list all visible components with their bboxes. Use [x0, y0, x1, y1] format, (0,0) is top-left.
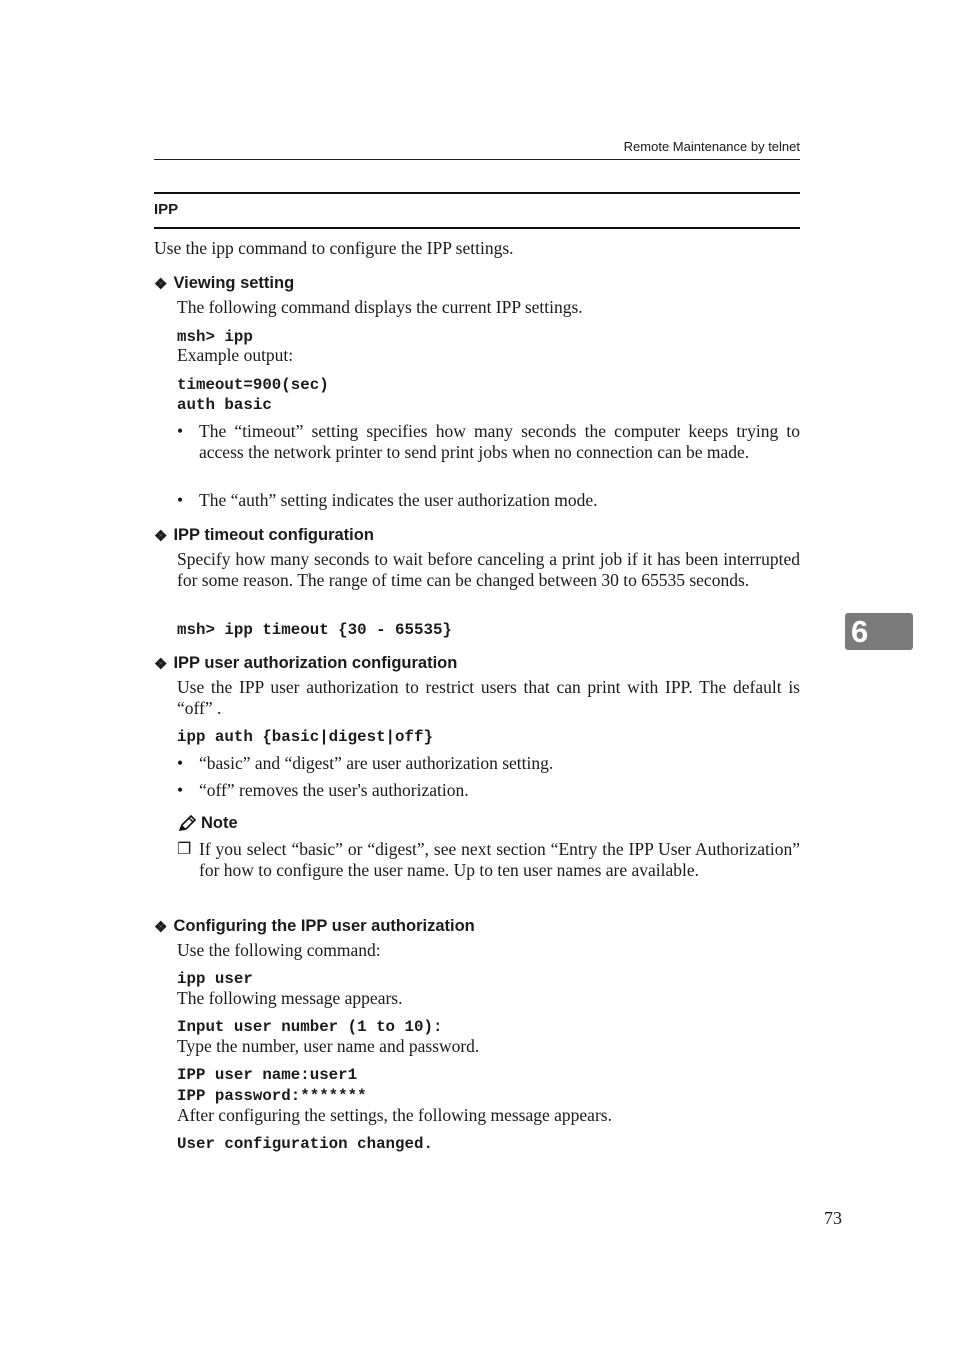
running-head: Remote Maintenance by telnet — [623, 139, 800, 154]
checkbox-icon: ❐ — [177, 841, 192, 858]
subheading-configuring — [154, 917, 475, 936]
subheading-auth — [154, 654, 457, 673]
page-number: 73 — [824, 1208, 842, 1228]
diamond-bullet-icon: ❖ — [154, 655, 168, 673]
pencil-icon — [177, 815, 197, 833]
diamond-bullet-icon: ❖ — [154, 275, 168, 293]
list-item: • “basic” and “digest” are user authorization setting. — [177, 753, 554, 773]
section-title: IPP — [154, 201, 179, 218]
entry-line: IPP password:******* — [177, 1087, 367, 1105]
diamond-bullet-icon: ❖ — [154, 527, 168, 545]
viewing-command: msh> ipp — [177, 328, 253, 346]
section-rule-bottom — [154, 227, 800, 229]
header-rule — [154, 159, 800, 160]
bullet-dot-icon: • — [177, 490, 184, 510]
bullet-dot-icon: • — [177, 753, 184, 773]
subheading-timeout — [154, 526, 374, 545]
subheading-label: Viewing setting — [173, 274, 295, 292]
output-line: auth basic — [177, 396, 272, 414]
example-label: Example output: — [177, 345, 294, 365]
bullet-dot-icon: • — [177, 780, 184, 800]
configuring-text: Type the number, user name and password. — [177, 1036, 480, 1056]
timeout-command: msh> ipp timeout {30 - 65535} — [177, 621, 452, 639]
subheading-label: Configuring the IPP user authorization — [173, 917, 475, 935]
chapter-number: 6 — [851, 614, 869, 649]
list-item: • “off” removes the user's authorization. — [177, 780, 469, 800]
viewing-text: The following command displays the current IPP settings. — [177, 297, 583, 317]
configuring-text: Use the following command: — [177, 940, 381, 960]
entry-line: IPP user name:user1 — [177, 1066, 358, 1084]
diamond-bullet-icon: ❖ — [154, 918, 168, 936]
result-line: User configuration changed. — [177, 1135, 433, 1153]
configuring-text: After configuring the settings, the following message appears. — [177, 1105, 612, 1125]
subheading-label: IPP user authorization configuration — [173, 654, 458, 672]
auth-text: Use the IPP user authorization to restrict users that can print with IPP. The default is “off” . — [177, 677, 800, 718]
subheading-viewing — [154, 274, 294, 293]
subheading-label: IPP timeout configuration — [173, 526, 374, 544]
list-item: • The “timeout” setting specifies how many seconds the computer keeps trying to access the network printer to send print jobs when no connection can be made. — [177, 421, 800, 462]
note-heading — [177, 814, 238, 833]
list-item: • The “auth” setting indicates the user authorization mode. — [177, 490, 598, 510]
output-line: timeout=900(sec) — [177, 376, 329, 394]
timeout-text: Specify how many seconds to wait before canceling a print job if it has been interrupted for some reason. The range of time can be changed between 30 to 65535 seconds. — [177, 549, 800, 590]
note-item: ❐ If you select “basic” or “digest”, see next section “Entry the IPP User Authorization” for how to configure the user name. Up to ten user names are available. — [177, 839, 800, 880]
chapter-tab — [845, 613, 913, 650]
configuring-prompt: Input user number (1 to 10): — [177, 1018, 443, 1036]
bullet-dot-icon: • — [177, 421, 184, 441]
auth-command: ipp auth {basic|digest|off} — [177, 728, 433, 746]
configuring-command: ipp user — [177, 970, 253, 988]
intro-text: Use the ipp command to configure the IPP settings. — [154, 238, 514, 258]
configuring-text: The following message appears. — [177, 988, 403, 1008]
note-label: Note — [201, 814, 238, 832]
section-rule-top — [154, 192, 800, 194]
